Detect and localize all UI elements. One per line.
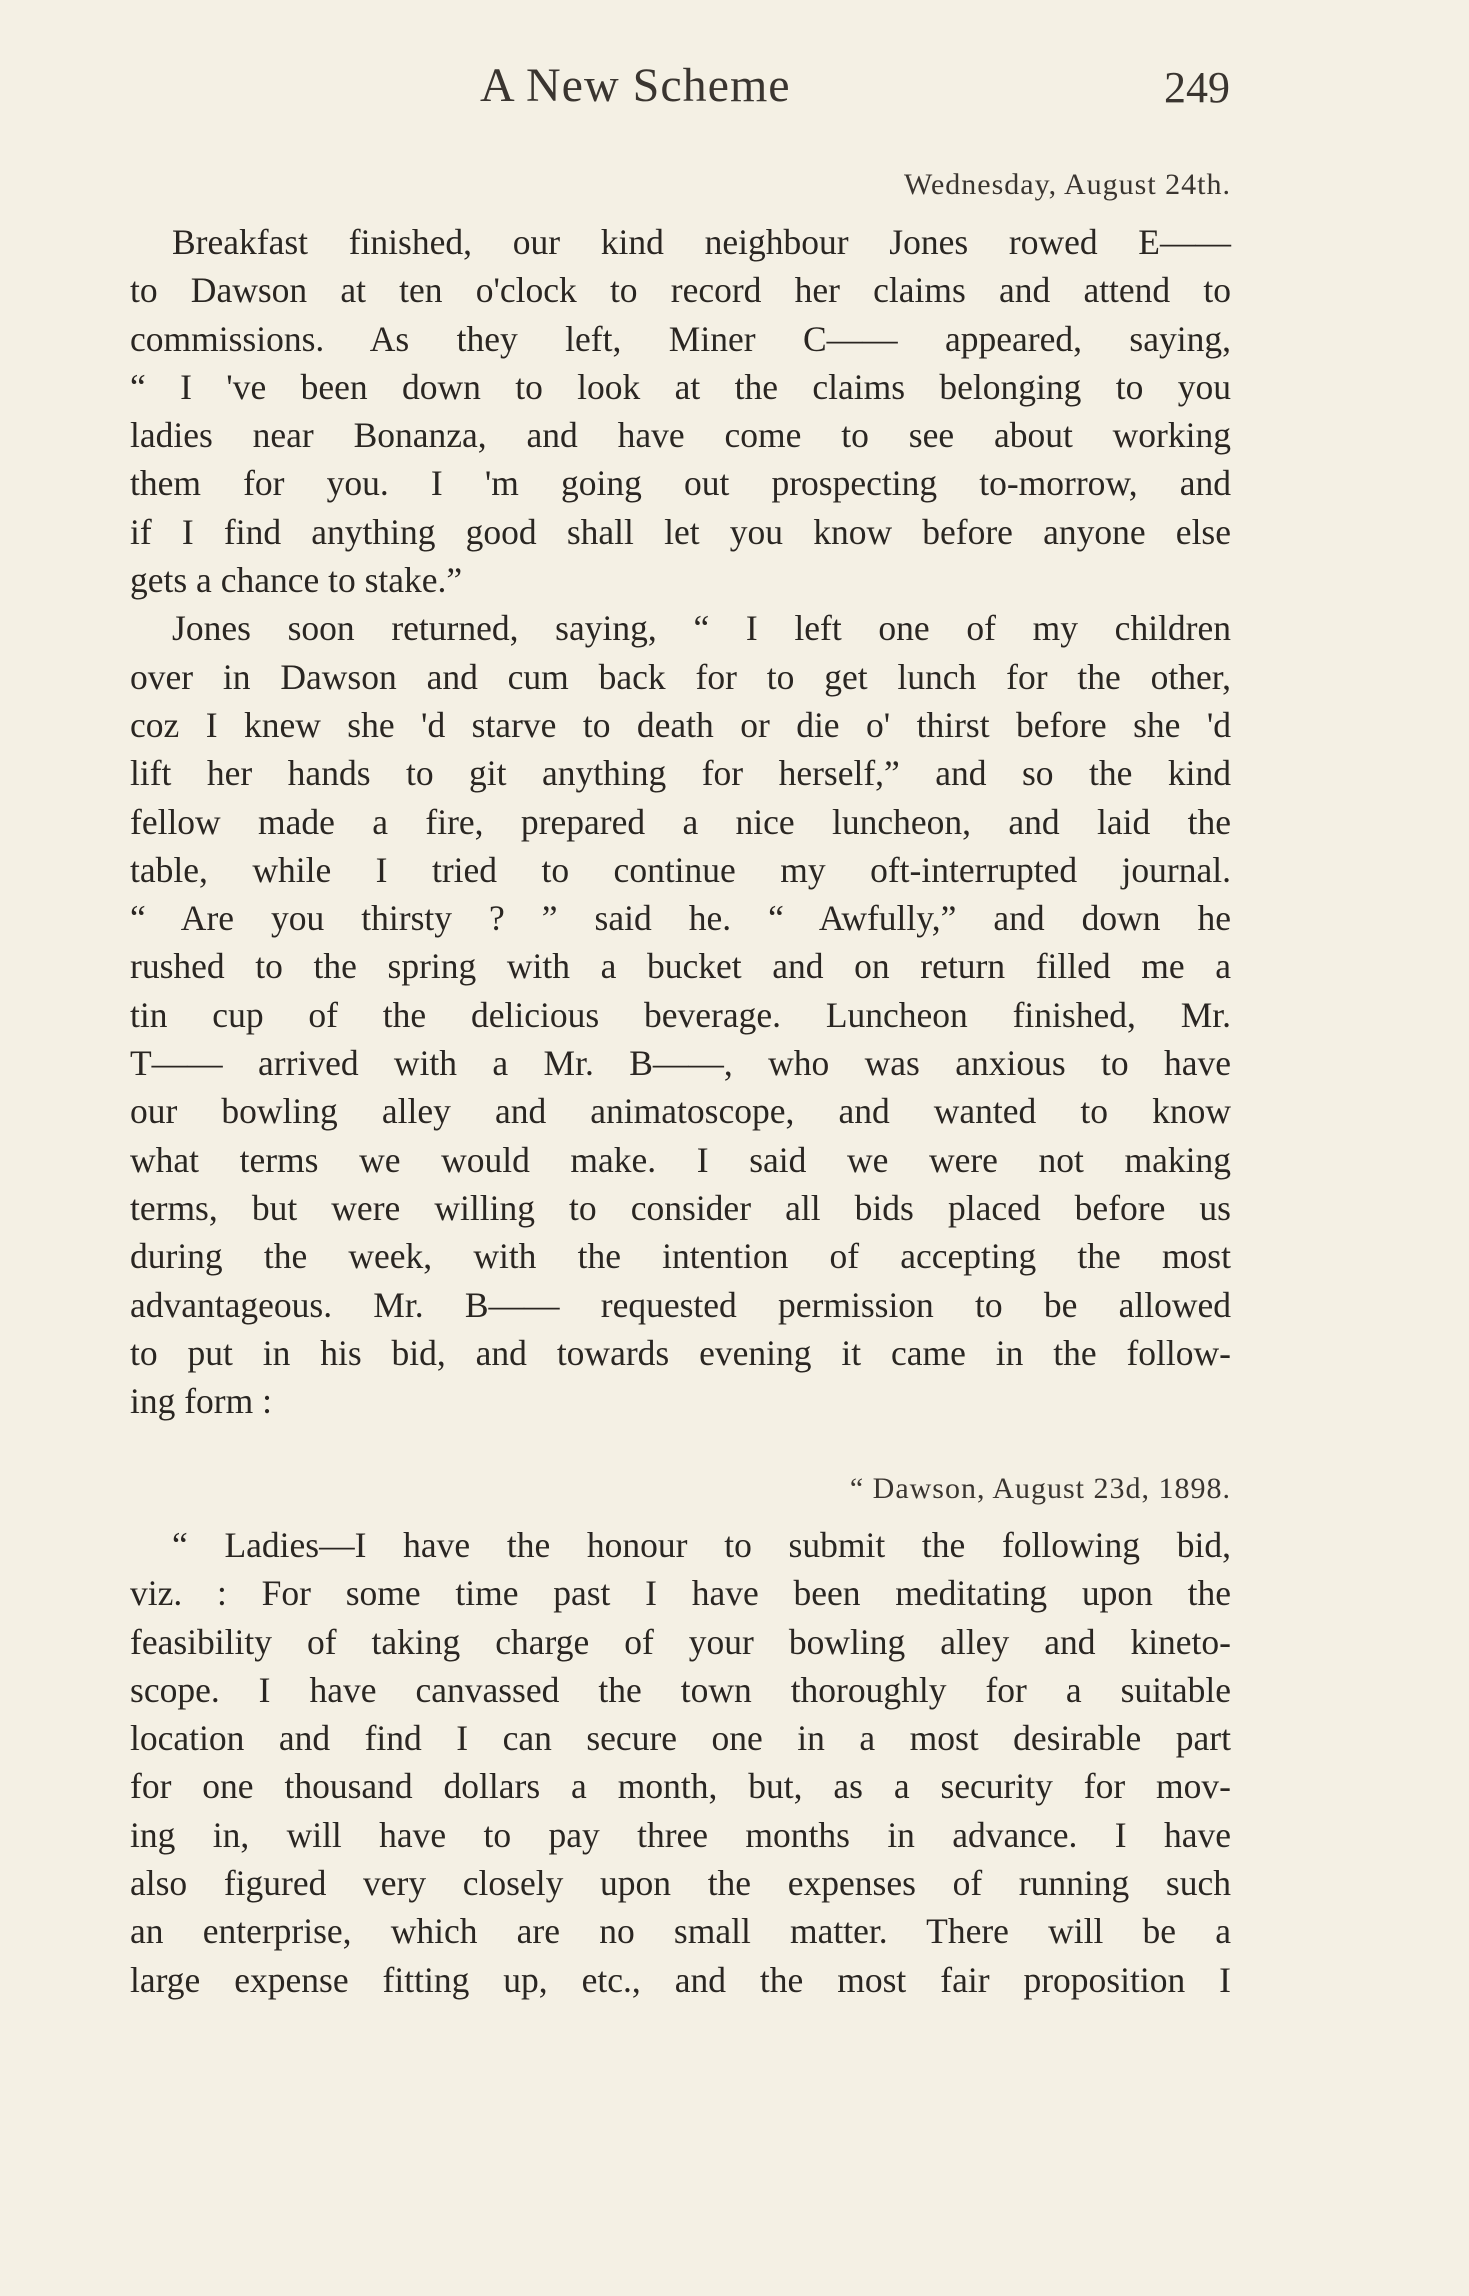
- text-line: tin cup of the delicious beverage. Luncheon finished, Mr.: [130, 994, 1231, 1035]
- text-line: feasibility of taking charge of your bowling alley and kineto-: [130, 1621, 1231, 1662]
- text-line: coz I knew she 'd starve to death or die o' thirst before she 'd: [130, 704, 1231, 745]
- letter-dateline: “ Dawson, August 23d, 1898.: [849, 1472, 1231, 1505]
- text-line: during the week, with the intention of accepting the most: [130, 1236, 1231, 1277]
- text-line: rushed to the spring with a bucket and on return filled me a: [130, 946, 1231, 987]
- text-line: ing in, will have to pay three months in advance. I have: [130, 1814, 1231, 1855]
- text-line: them for you. I 'm going out prospecting to-morrow, and: [130, 463, 1231, 504]
- text-line: if I find anything good shall let you know before anyone else: [130, 511, 1231, 552]
- text-line: ing form :: [130, 1381, 272, 1422]
- text-line: to put in his bid, and towards evening it came in the follow-: [130, 1332, 1231, 1373]
- text-line: fellow made a fire, prepared a nice luncheon, and laid the: [130, 801, 1231, 842]
- text-line: ladies near Bonanza, and have come to see about working: [130, 415, 1231, 456]
- entry-paragraphs: [130, 218, 1231, 1425]
- text-line: advantageous. Mr. B—— requested permission to be allowed: [130, 1284, 1231, 1325]
- text-line: for one thousand dollars a month, but, as a security for mov-: [130, 1766, 1231, 1807]
- text-line: terms, but were willing to consider all bids placed before us: [130, 1187, 1231, 1228]
- text-line: “ I 've been down to look at the claims belonging to you: [130, 366, 1231, 407]
- letter-paragraph: [130, 1521, 1231, 2004]
- text-line: to Dawson at ten o'clock to record her claims and attend to: [130, 270, 1231, 311]
- text-line: table, while I tried to continue my oft-interrupted journal.: [130, 849, 1231, 890]
- text-line: location and find I can secure one in a most desirable part: [130, 1718, 1231, 1759]
- text-line: what terms we would make. I said we were not making: [130, 1139, 1231, 1180]
- text-line: viz. : For some time past I have been meditating upon the: [130, 1573, 1231, 1614]
- text-line: scope. I have canvassed the town thoroughly for a suitable: [130, 1669, 1231, 1710]
- text-line: Jones soon returned, saying, “ I left one of my children: [172, 608, 1231, 649]
- text-line: “ Ladies—I have the honour to submit the following bid,: [172, 1525, 1231, 1565]
- text-line: lift her hands to git anything for herself,” and so the kind: [130, 753, 1231, 794]
- text-line: T—— arrived with a Mr. B——, who was anxious to have: [130, 1043, 1231, 1084]
- text-line: commissions. As they left, Miner C—— appeared, saying,: [130, 318, 1231, 359]
- page-number: 249: [1164, 63, 1230, 112]
- running-title: A New Scheme: [480, 59, 791, 112]
- text-line: an enterprise, which are no small matter. There will be a: [130, 1911, 1231, 1952]
- text-line: Breakfast finished, our kind neighbour Jones rowed E——: [172, 222, 1231, 262]
- running-head: [130, 58, 1230, 118]
- entry-dateline: Wednesday, August 24th.: [904, 168, 1231, 201]
- text-line: gets a chance to stake.”: [130, 560, 463, 601]
- text-line: “ Are you thirsty ? ” said he. “ Awfully,” and down he: [130, 898, 1231, 939]
- text-line: large expense fitting up, etc., and the most fair proposition I: [130, 1959, 1231, 2000]
- text-line: also figured very closely upon the expenses of running such: [130, 1863, 1231, 1904]
- text-line: our bowling alley and animatoscope, and wanted to know: [130, 1091, 1231, 1132]
- text-line: over in Dawson and cum back for to get lunch for the other,: [130, 656, 1231, 697]
